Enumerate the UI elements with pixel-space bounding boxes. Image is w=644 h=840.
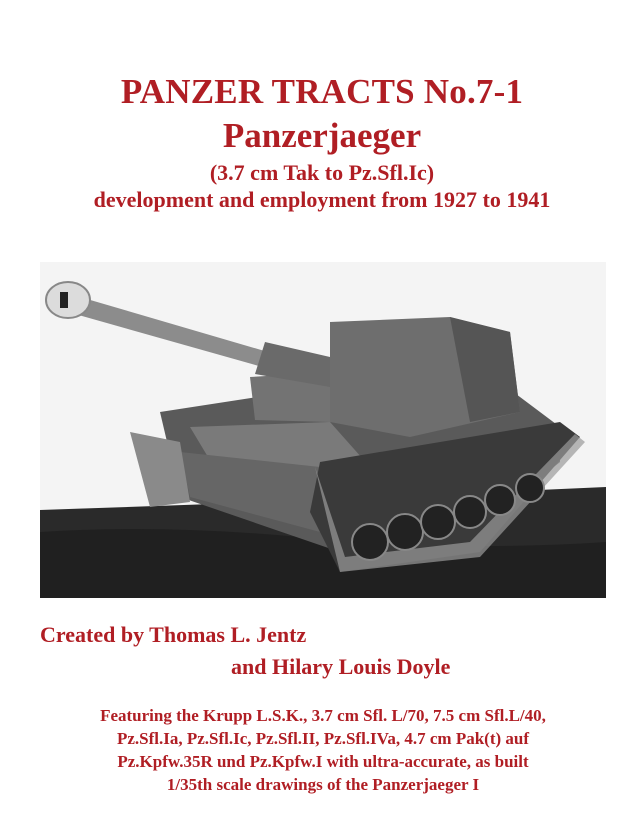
features-line: Featuring the Krupp L.S.K., 3.7 cm Sfl. L/70, 7.5 cm Sfl.L/40, <box>100 706 546 725</box>
series-title: PANZER TRACTS No.7-1 <box>120 72 524 111</box>
cover-photo <box>40 262 606 598</box>
credit-author-1: Created by Thomas L. Jentz <box>40 622 307 647</box>
book-title: Panzerjaeger <box>222 116 422 155</box>
features-line: 1/35th scale drawings of the Panzerjaeger I <box>166 775 480 794</box>
features-line: Pz.Kpfw.35R und Pz.Kpfw.I with ultra-accurate, as built <box>117 752 529 771</box>
tank-photo-illustration <box>40 262 606 598</box>
features-blurb <box>40 704 606 796</box>
book-tagline: development and employment from 1927 to 1941 <box>93 187 551 212</box>
features-line: Pz.Sfl.Ia, Pz.Sfl.Ic, Pz.Sfl.II, Pz.Sfl.IVa, 4.7 cm Pak(t) auf <box>116 729 530 748</box>
credit-author-2: and Hilary Louis Doyle <box>231 654 451 679</box>
book-subtitle: (3.7 cm Tak to Pz.Sfl.Ic) <box>209 160 435 185</box>
